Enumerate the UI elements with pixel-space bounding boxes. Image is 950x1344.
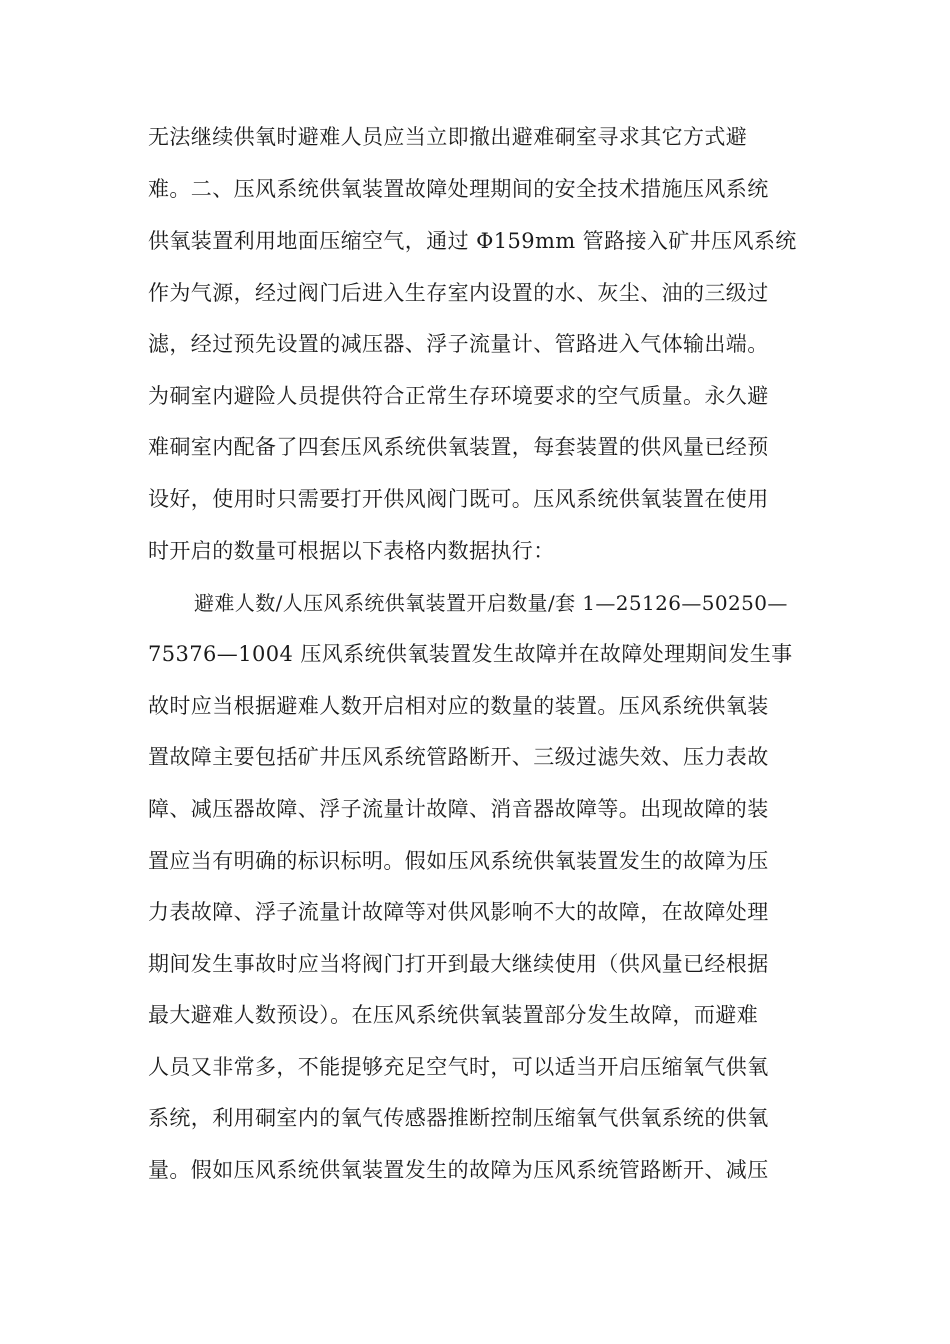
text-line-18: 最大避难人数预设）。在压风系统供氧装置部分发生故障，而避难 bbox=[148, 1003, 759, 1027]
text-line-9: 时开启的数量可根据以下表格内数据执行： bbox=[148, 539, 555, 563]
paragraph-start-line: 避难人数/人压风系统供氧装置开启数量/套 1—25126—50250— bbox=[194, 591, 788, 615]
text-line-8: 设好，使用时只需要打开供风阀门既可。压风系统供氧装置在使用 bbox=[148, 487, 769, 511]
text-line-21: 量。假如压风系统供氧装置发生的故障为压风系统管路断开、减压 bbox=[148, 1158, 769, 1182]
text-line-15: 置应当有明确的标识标明。假如压风系统供氧装置发生的故障为压 bbox=[148, 849, 769, 873]
text-line-3: 供氧装置利用地面压缩空气，通过 Φ159mm 管路接入矿井压风系统 bbox=[148, 229, 797, 253]
text-line-19: 人员又非常多，不能提够充足空气时，可以适当开启压缩氧气供氧 bbox=[148, 1055, 769, 1079]
text-line-17: 期间发生事故时应当将阀门打开到最大继续使用（供风量已经根据 bbox=[148, 952, 769, 976]
text-line-11: 75376—1004 压风系统供氧装置发生故障并在故障处理期间发生事 bbox=[148, 642, 793, 666]
text-line-6: 为硐室内避险人员提供符合正常生存环境要求的空气质量。永久避 bbox=[148, 384, 769, 408]
text-line-2: 难。二、压风系统供氧装置故障处理期间的安全技术措施压风系统 bbox=[148, 177, 769, 201]
text-line-5: 滤，经过预先设置的减压器、浮子流量计、管路进入气体输出端。 bbox=[148, 332, 769, 356]
text-line-16: 力表故障、浮子流量计故障等对供风影响不大的故障，在故障处理 bbox=[148, 900, 769, 924]
text-line-4: 作为气源，经过阀门后进入生存室内设置的水、灰尘、油的三级过 bbox=[148, 281, 769, 305]
text-line-1: 无法继续供氧时避难人员应当立即撤出避难硐室寻求其它方式避 bbox=[148, 125, 748, 149]
text-line-13: 置故障主要包括矿井压风系统管路断开、三级过滤失效、压力表故 bbox=[148, 745, 769, 769]
text-line-20: 系统，利用硐室内的氧气传感器推断控制压缩氧气供氧系统的供氧 bbox=[148, 1106, 769, 1130]
text-line-14: 障、减压器故障、浮子流量计故障、消音器故障等。出现故障的装 bbox=[148, 797, 769, 821]
text-line-7: 难硐室内配备了四套压风系统供氧装置，每套装置的供风量已经预 bbox=[148, 435, 769, 459]
text-line-12: 故时应当根据避难人数开启相对应的数量的装置。压风系统供氧装 bbox=[148, 694, 769, 718]
